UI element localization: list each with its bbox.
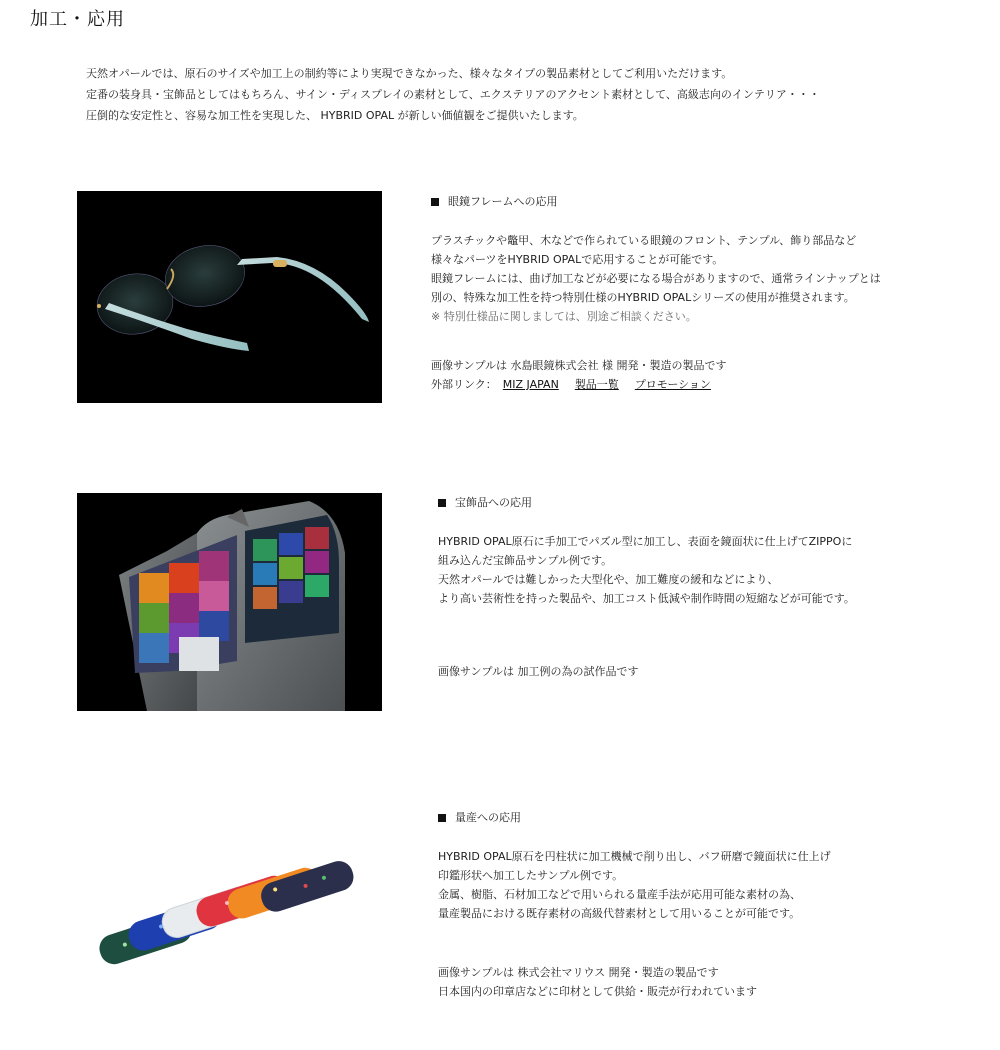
puzzle-zippo-photo (77, 493, 382, 711)
intro-line: 天然オパールでは、原石のサイズや加工上の制約等により実現できなかった、様々なタイプの製品素材としてご利用いただけます。 (86, 67, 733, 80)
intro-line: 定番の装身具・宝飾品としてはもちろん、サイン・ディスプレイの素材として、エクステリアのアクセント素材として、高級志向のインテリア・・・ (86, 88, 820, 101)
body-line: 印鑑形状へ加工したサンプル例です。 (438, 869, 624, 882)
intro-line: 圧倒的な安定性と、容易な加工性を実現した、 HYBRID OPAL が新しい価値観をご提供いたします。 (86, 109, 584, 122)
link-product-list[interactable]: 製品一覧 (574, 378, 619, 391)
section-heading (438, 493, 855, 512)
external-links (431, 375, 881, 394)
heading-text: 眼鏡フレームへの応用 (448, 195, 558, 208)
body-line: 組み込んだ宝飾品サンプル例です。 (438, 554, 613, 567)
heading-text: 宝飾品への応用 (455, 496, 532, 509)
body-line: 眼鏡フレームには、曲げ加工などが必要になる場合がありますので、通常ラインナップとは (431, 272, 881, 285)
link-promotion[interactable]: プロモーション (634, 378, 711, 391)
eyeglasses-info (431, 192, 881, 394)
sample-credit-2: 日本国内の印章店などに印材として供給・販売が行われています (438, 985, 757, 998)
body-line: HYBRID OPAL原石を円柱状に加工機械で削り出し、バフ研磨で鏡面状に仕上げ (438, 850, 831, 863)
page-title: 加工・応用 (30, 9, 125, 30)
sample-credit: 画像サンプルは 水島眼鏡株式会社 様 開発・製造の製品です (431, 359, 727, 372)
body-line: 量産製品における既存素材の高級代替素材として用いることが可能です。 (438, 907, 801, 920)
body-line: より高い芸術性を持った製品や、加工コスト低減や制作時間の短縮などが可能です。 (438, 592, 855, 605)
opal-seal-cylinders-photo (77, 793, 382, 973)
square-bullet-icon (431, 198, 439, 206)
heading-text: 量産への応用 (455, 811, 521, 824)
body-line: プラスチックや鼈甲、木などで作られている眼鏡のフロント、テンプル、飾り部品など (431, 234, 857, 247)
body-line: 金属、樹脂、石材加工などで用いられる量産手法が応用可能な素材の為、 (438, 888, 801, 901)
body-line: 天然オパールでは難しかった大型化や、加工難度の緩和などにより、 (438, 573, 779, 586)
intro-text (86, 63, 820, 126)
mass-production-info (438, 808, 831, 1001)
square-bullet-icon (438, 499, 446, 507)
note-text: ※ 特別仕様品に関しましては、別途ご相談ください。 (431, 310, 697, 323)
section-heading (431, 192, 881, 211)
eyeglasses-photo (77, 191, 382, 403)
link-miz-japan[interactable]: MIZ JAPAN (502, 378, 559, 391)
sample-credit: 画像サンプルは 株式会社マリウス 開発・製造の製品です (438, 966, 719, 979)
sample-credit: 画像サンプルは 加工例の為の試作品です (438, 665, 639, 678)
section-heading (438, 808, 831, 827)
body-line: 別の、特殊な加工性を持つ特別仕様のHYBRID OPALシリーズの使用が推奨されます。 (431, 291, 855, 304)
square-bullet-icon (438, 814, 446, 822)
links-label: 外部リンク： (431, 378, 497, 391)
body-line: HYBRID OPAL原石に手加工でパズル型に加工し、表面を鏡面状に仕上げてZIPPOに (438, 535, 853, 548)
body-line: 様々なパーツをHYBRID OPALで応用することが可能です。 (431, 253, 724, 266)
jewelry-info (438, 493, 855, 681)
